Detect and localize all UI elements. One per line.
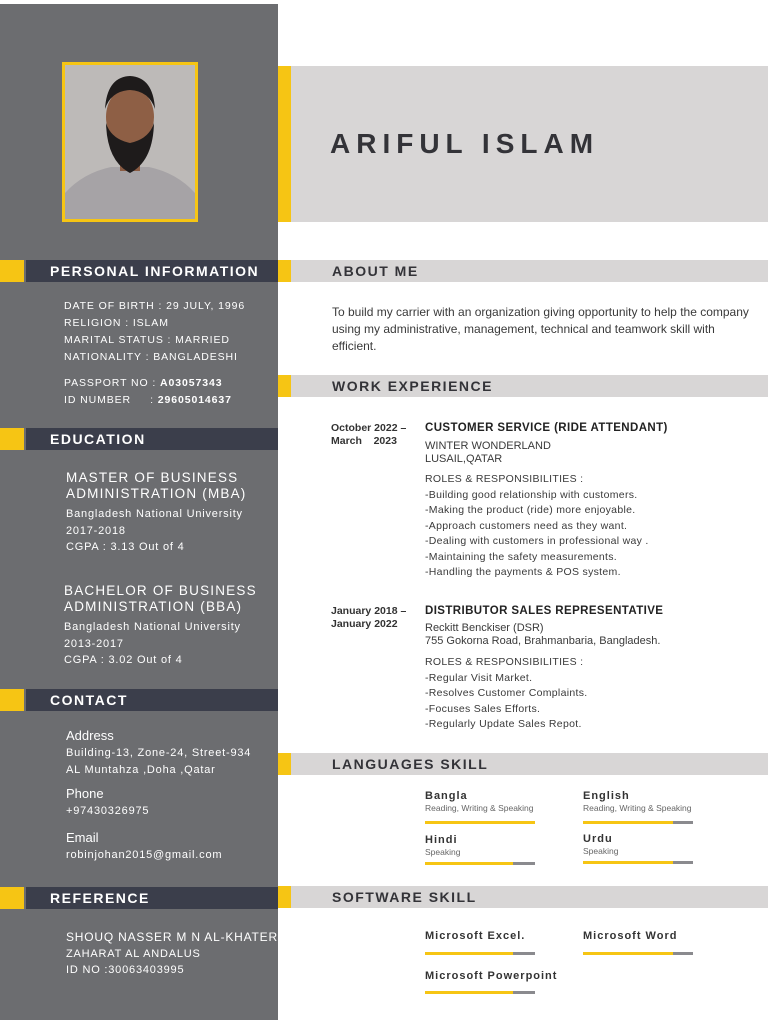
passport-row	[64, 375, 232, 392]
work-heading: WORK EXPERIENCE	[332, 378, 493, 394]
reference-header	[0, 887, 278, 909]
role-item: -Building good relationship with customers.	[425, 488, 638, 501]
education-item-mba	[66, 470, 247, 556]
skill-meter	[583, 952, 693, 955]
software-header	[278, 886, 768, 908]
address-label: Address	[66, 728, 114, 743]
skill-meter-fill	[583, 952, 673, 955]
degree-title-line1: MASTER OF BUSINESS	[66, 470, 239, 485]
profile-photo-image	[65, 65, 195, 219]
date-of-birth: DATE OF BIRTH : 29 JULY, 1996	[64, 300, 246, 312]
job-location: 755 Gokorna Road, Brahmanbaria, Bangladesh.	[425, 635, 661, 647]
skill-name: Microsoft Excel.	[425, 930, 526, 942]
skill-detail: Reading, Writing & Speaking	[425, 803, 534, 813]
about-text: To build my carrier with an organization giving opportunity to help the company using my administrative, management, technical and teamwork skill with efficient.	[332, 305, 749, 353]
role-item: -Resolves Customer Complaints.	[425, 687, 588, 699]
languages-header	[278, 753, 768, 775]
degree-title-line1: BACHELOR OF BUSINESS	[64, 583, 257, 598]
skill-meter-fill	[425, 862, 513, 865]
role-item: -Regularly Update Sales Repot.	[425, 718, 582, 730]
job-title: DISTRIBUTOR SALES REPRESENTATIVE	[425, 605, 664, 617]
skill-name: Hindi	[425, 834, 458, 846]
degree-years: 2013-2017	[64, 637, 124, 650]
degree-title-line2: ADMINISTRATION (MBA)	[66, 486, 247, 501]
name-banner	[278, 66, 768, 222]
education-heading: EDUCATION	[50, 431, 146, 447]
header-accent	[0, 428, 24, 450]
role-item: -Maintaining the safety measurements.	[425, 550, 618, 563]
header-accent	[278, 260, 291, 282]
marital-status: MARITAL STATUS : MARRIED	[64, 334, 230, 346]
job-date: January 2018 – January 2022	[331, 605, 407, 630]
skill-detail: Speaking	[425, 847, 461, 857]
header-accent	[278, 753, 291, 775]
skill-meter-fill	[425, 991, 513, 994]
contact-address	[66, 728, 251, 778]
personal-info-heading: PERSONAL INFORMATION	[50, 263, 260, 279]
software-skill-word	[583, 930, 733, 956]
skill-name: Bangla	[425, 790, 468, 802]
reference-company: ZAHARAT AL ANDALUS	[66, 947, 201, 960]
skill-meter-fill	[425, 821, 535, 824]
header-accent	[0, 260, 24, 282]
role-item: -Regular Visit Market.	[425, 671, 533, 684]
role-item: -Approach customers need as they want.	[425, 519, 628, 532]
skill-name: English	[583, 790, 630, 802]
job-location: LUSAIL,QATAR	[425, 453, 503, 465]
email-value: robinjohan2015@gmail.com	[66, 849, 223, 861]
address-line1: Building-13, Zone-24, Street-934	[66, 747, 252, 759]
education-item-bba	[64, 583, 257, 669]
phone-value: +97430326975	[66, 805, 150, 817]
reference-heading: REFERENCE	[50, 890, 150, 906]
language-skill-hindi	[425, 834, 555, 870]
roles-heading: ROLES & RESPONSIBILITIES :	[425, 473, 584, 485]
profile-photo	[62, 62, 198, 222]
language-skill-bangla	[425, 790, 555, 826]
degree-cgpa: CGPA : 3.02 Out of 4	[64, 654, 183, 666]
software-skill-powerpoint	[425, 970, 585, 996]
work-header	[278, 375, 768, 397]
skill-meter	[425, 821, 535, 824]
phone-label: Phone	[66, 786, 104, 801]
roles-heading: ROLES & RESPONSIBILITIES :	[425, 656, 584, 668]
contact-phone	[66, 786, 149, 820]
email-label: Email	[66, 830, 99, 845]
personal-info-header	[0, 260, 278, 282]
job-roles	[425, 655, 587, 733]
contact-header	[0, 689, 278, 711]
skill-meter	[583, 821, 693, 824]
role-item: -Making the product (ride) more enjoyable.	[425, 504, 636, 516]
language-skill-urdu	[583, 833, 713, 869]
skill-name: Microsoft Word	[583, 930, 678, 942]
contact-email	[66, 830, 222, 864]
contact-heading: CONTACT	[50, 692, 128, 708]
degree-school: Bangladesh National University	[64, 621, 241, 633]
about-heading: ABOUT ME	[332, 263, 419, 279]
degree-years: 2017-2018	[66, 524, 126, 537]
personal-info-details	[64, 298, 245, 366]
degree-cgpa: CGPA : 3.13 Out of 4	[66, 541, 185, 553]
role-item: -Focuses Sales Efforts.	[425, 702, 541, 715]
skill-meter-fill	[583, 821, 673, 824]
id-number-label: ID NUMBER :	[64, 394, 158, 406]
skill-detail: Reading, Writing & Speaking	[583, 803, 692, 813]
header-accent	[278, 375, 291, 397]
job-roles	[425, 472, 649, 581]
id-number-value: 29605014637	[157, 394, 232, 406]
software-heading: SOFTWARE SKILL	[332, 889, 477, 905]
skill-meter	[425, 991, 535, 994]
id-number-row	[64, 392, 232, 409]
passport-label: PASSPORT NO :	[64, 377, 161, 389]
candidate-name: ARIFUL ISLAM	[330, 128, 600, 159]
passport-value: A03057343	[160, 377, 223, 389]
skill-name: Microsoft Powerpoint	[425, 970, 558, 982]
job-company: Reckitt Benckiser (DSR)	[425, 622, 544, 634]
job-title: CUSTOMER SERVICE (RIDE ATTENDANT)	[425, 422, 668, 434]
skill-name: Urdu	[583, 833, 613, 845]
skill-meter	[425, 862, 535, 865]
job-company: WINTER WONDERLAND	[425, 440, 551, 452]
skill-meter	[425, 952, 535, 955]
education-header	[0, 428, 278, 450]
skill-detail: Speaking	[583, 846, 619, 856]
banner-accent	[278, 66, 291, 222]
reference-id: ID NO :30063403995	[66, 964, 185, 976]
address-line2: AL Muntahza ,Doha ,Qatar	[66, 763, 216, 776]
nationality: NATIONALITY : BANGLADESHI	[64, 351, 238, 363]
header-accent	[0, 689, 24, 711]
language-skill-english	[583, 790, 713, 826]
id-details	[64, 375, 232, 409]
skill-meter	[583, 861, 693, 864]
header-accent	[278, 886, 291, 908]
reference-details	[66, 929, 278, 979]
reference-name: SHOUQ NASSER M N AL-KHATER	[66, 930, 278, 944]
about-header	[278, 260, 768, 282]
skill-meter-fill	[583, 861, 673, 864]
header-accent	[0, 887, 24, 909]
skill-meter-fill	[425, 952, 513, 955]
role-item: -Handling the payments & POS system.	[425, 566, 621, 578]
job-date: October 2022 – March 2023	[331, 422, 407, 447]
role-item: -Dealing with customers in professional way .	[425, 535, 649, 547]
languages-heading: LANGUAGES SKILL	[332, 756, 489, 772]
degree-title-line2: ADMINISTRATION (BBA)	[64, 599, 243, 614]
degree-school: Bangladesh National University	[66, 508, 243, 520]
software-skill-excel	[425, 930, 575, 956]
religion: RELIGION : ISLAM	[64, 317, 169, 329]
